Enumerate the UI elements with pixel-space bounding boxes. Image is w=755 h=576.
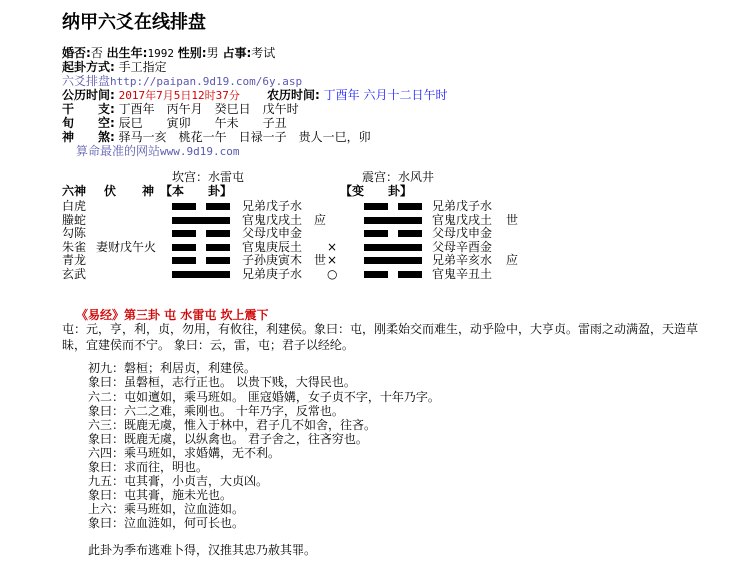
hdr-liushen: 六神 xyxy=(62,184,87,198)
hdr-bian: 【变 卦】 xyxy=(340,184,413,198)
bian-yang-bar xyxy=(364,244,422,251)
liushen-cell: 白虎 xyxy=(62,199,87,213)
bian-yang-bar xyxy=(364,217,422,224)
yao-line: 初九：磐桓；利居贞，利建侯。 xyxy=(88,361,257,375)
shensha-value: 驿马一亥 桃花一午 日禄一子 贵人一巳，卯 xyxy=(118,130,371,144)
liushen-cell: 螣蛇 xyxy=(62,213,87,227)
lunar-value: 丁酉年 六月十二日午时 xyxy=(323,88,448,102)
ben-yin-bar xyxy=(206,244,230,251)
hdr-shen: 神 xyxy=(142,184,155,198)
bian-yin-bar xyxy=(398,203,422,210)
bian-shiying-mark: 应 xyxy=(506,253,519,267)
ben-yin-bar xyxy=(206,257,230,264)
bian-yin-bar xyxy=(364,203,388,210)
hdr-ben: 【本 卦】 xyxy=(160,184,233,198)
ganzhi-label: 干 支: xyxy=(62,102,115,116)
yao-line: 六二：屯如邅如，乘马班如。 匪寇婚媾，女子贞不字，十年乃字。 xyxy=(88,390,440,404)
ben-yin-bar xyxy=(206,203,230,210)
dong-yao-mark: × xyxy=(327,240,338,254)
ganzhi-row xyxy=(62,102,299,116)
lunar-label: 农历时间: xyxy=(267,88,320,102)
ben-gua-name: 坎宫：水雷屯 xyxy=(172,170,245,184)
yao-line: 象曰：屯其膏，施未光也。 xyxy=(88,488,233,502)
marriage-value: 否 xyxy=(90,46,103,60)
xunkong-row xyxy=(62,116,287,130)
yao-line: 象曰：六二之难，乘刚也。 十年乃字，反常也。 xyxy=(88,404,344,418)
bian-yin-bar xyxy=(398,271,422,278)
ben-yao-text: 官鬼戊戌土 xyxy=(242,213,303,227)
fushen-cell: 妻财戊午火 xyxy=(96,240,157,254)
solar-value: 2017年7月5日12时37分 xyxy=(118,89,240,102)
ben-yin-bar xyxy=(172,230,196,237)
ben-shiying-mark: 世 xyxy=(314,253,327,267)
ben-yang-bar xyxy=(172,217,230,224)
footer-note: 此卦为季布逃难卜得，汉推其忠乃赦其罪。 xyxy=(88,543,317,557)
liushen-cell: 玄武 xyxy=(62,267,87,281)
liushen-cell: 青龙 xyxy=(62,253,87,267)
bian-yao-text: 兄弟戊子水 xyxy=(432,199,493,213)
slogan-url[interactable]: www.9d19.com xyxy=(160,145,240,158)
slogan-text[interactable]: 算命最准的网站 xyxy=(76,144,161,158)
ben-yin-bar xyxy=(206,230,230,237)
ben-yin-bar xyxy=(172,257,196,264)
ben-yao-text: 兄弟庚子水 xyxy=(242,267,303,281)
bian-yao-text: 官鬼戊戌土 xyxy=(432,213,493,227)
dong-yao-mark: ○ xyxy=(327,267,338,281)
birth-label: 出生年: xyxy=(106,46,148,60)
slogan-row xyxy=(76,144,240,159)
solar-label: 公历时间: xyxy=(62,88,115,102)
ben-yin-bar xyxy=(172,244,196,251)
yao-line: 上六：乘马班如，泣血涟如。 xyxy=(88,502,245,516)
shensha-label: 神 煞: xyxy=(62,130,115,144)
ben-yao-text: 兄弟戊子水 xyxy=(242,199,303,213)
bian-yao-text: 兄弟辛亥水 xyxy=(432,253,493,267)
birth-value: 1992 xyxy=(147,47,174,60)
basic-info-row xyxy=(62,46,275,61)
liushen-cell: 朱雀 xyxy=(62,240,87,254)
time-row xyxy=(62,88,240,103)
method-label: 起卦方式: xyxy=(62,60,115,74)
hdr-fu: 伏 xyxy=(104,184,117,198)
topic-label: 占事: xyxy=(222,46,252,60)
yao-line: 象曰：虽磐桓，志行正也。 以贵下贱，大得民也。 xyxy=(88,375,356,389)
yao-line: 象曰：求而往，明也。 xyxy=(88,460,209,474)
ben-shiying-mark: 应 xyxy=(314,213,327,227)
shensha-row xyxy=(62,130,371,144)
yao-line: 象曰：既鹿无虞，以纵禽也。 君子舍之，往吝穷也。 xyxy=(88,432,368,446)
bian-yao-text: 官鬼辛丑土 xyxy=(432,267,493,281)
bian-yao-text: 父母戊申金 xyxy=(432,226,493,240)
ben-yao-text: 子孙庚寅木 xyxy=(242,253,303,267)
ben-yao-text: 父母戊申金 xyxy=(242,226,303,240)
site-url[interactable]: http://paipan.9d19.com/6y.asp xyxy=(110,75,303,88)
topic-value: 考试 xyxy=(251,46,276,60)
method-value: 手工指定 xyxy=(118,60,167,74)
ganzhi-value: 丁酉年 丙午月 癸巳日 戊午时 xyxy=(118,102,299,116)
bian-yang-bar xyxy=(364,257,422,264)
ben-yin-bar xyxy=(172,203,196,210)
yao-line: 六四：乘马班如，求婚媾，无不利。 xyxy=(88,446,281,460)
bian-shiying-mark: 世 xyxy=(506,213,519,227)
bian-yin-bar xyxy=(364,271,388,278)
method-row xyxy=(62,60,167,74)
lunar-row xyxy=(267,88,447,102)
liushen-cell: 勾陈 xyxy=(62,226,87,240)
gender-value: 男 xyxy=(206,46,219,60)
gua-paragraph: 屯：元，亨，利，贞，勿用，有攸往，利建侯。象曰：屯，刚柔始交而难生，动乎险中，大亨贞。雷雨之动满盈，天造草昧，宜建侯而不宁。 象曰：云，雷，屯；君子以经纶。 xyxy=(62,322,699,352)
gender-label: 性别: xyxy=(177,46,207,60)
page-title: 纳甲六爻在线排盘 xyxy=(62,12,206,33)
yao-line: 象曰：泣血涟如，何可长也。 xyxy=(88,516,245,530)
marriage-label: 婚否: xyxy=(62,46,91,60)
ben-yang-bar xyxy=(172,271,230,278)
bian-gua-name: 震宫：水风井 xyxy=(362,170,435,184)
site-row xyxy=(62,74,302,89)
gua-heading: 《易经》第三卦 屯 水雷屯 坎上震下 xyxy=(76,308,269,322)
dong-yao-mark: × xyxy=(327,253,338,267)
ben-yao-text: 官鬼庚辰土 xyxy=(242,240,303,254)
bian-yin-bar xyxy=(398,230,422,237)
yao-line: 六三：既鹿无虞，惟入于林中，君子几不如舍，往吝。 xyxy=(88,418,377,432)
bian-yin-bar xyxy=(364,230,388,237)
xunkong-label: 旬 空: xyxy=(62,116,115,130)
xunkong-value: 辰巳 寅卯 午未 子丑 xyxy=(118,116,287,130)
site-label[interactable]: 六爻排盘 xyxy=(62,74,111,88)
yao-line: 九五：屯其膏，小贞吉，大贞凶。 xyxy=(88,474,269,488)
bian-yao-text: 父母辛酉金 xyxy=(432,240,493,254)
